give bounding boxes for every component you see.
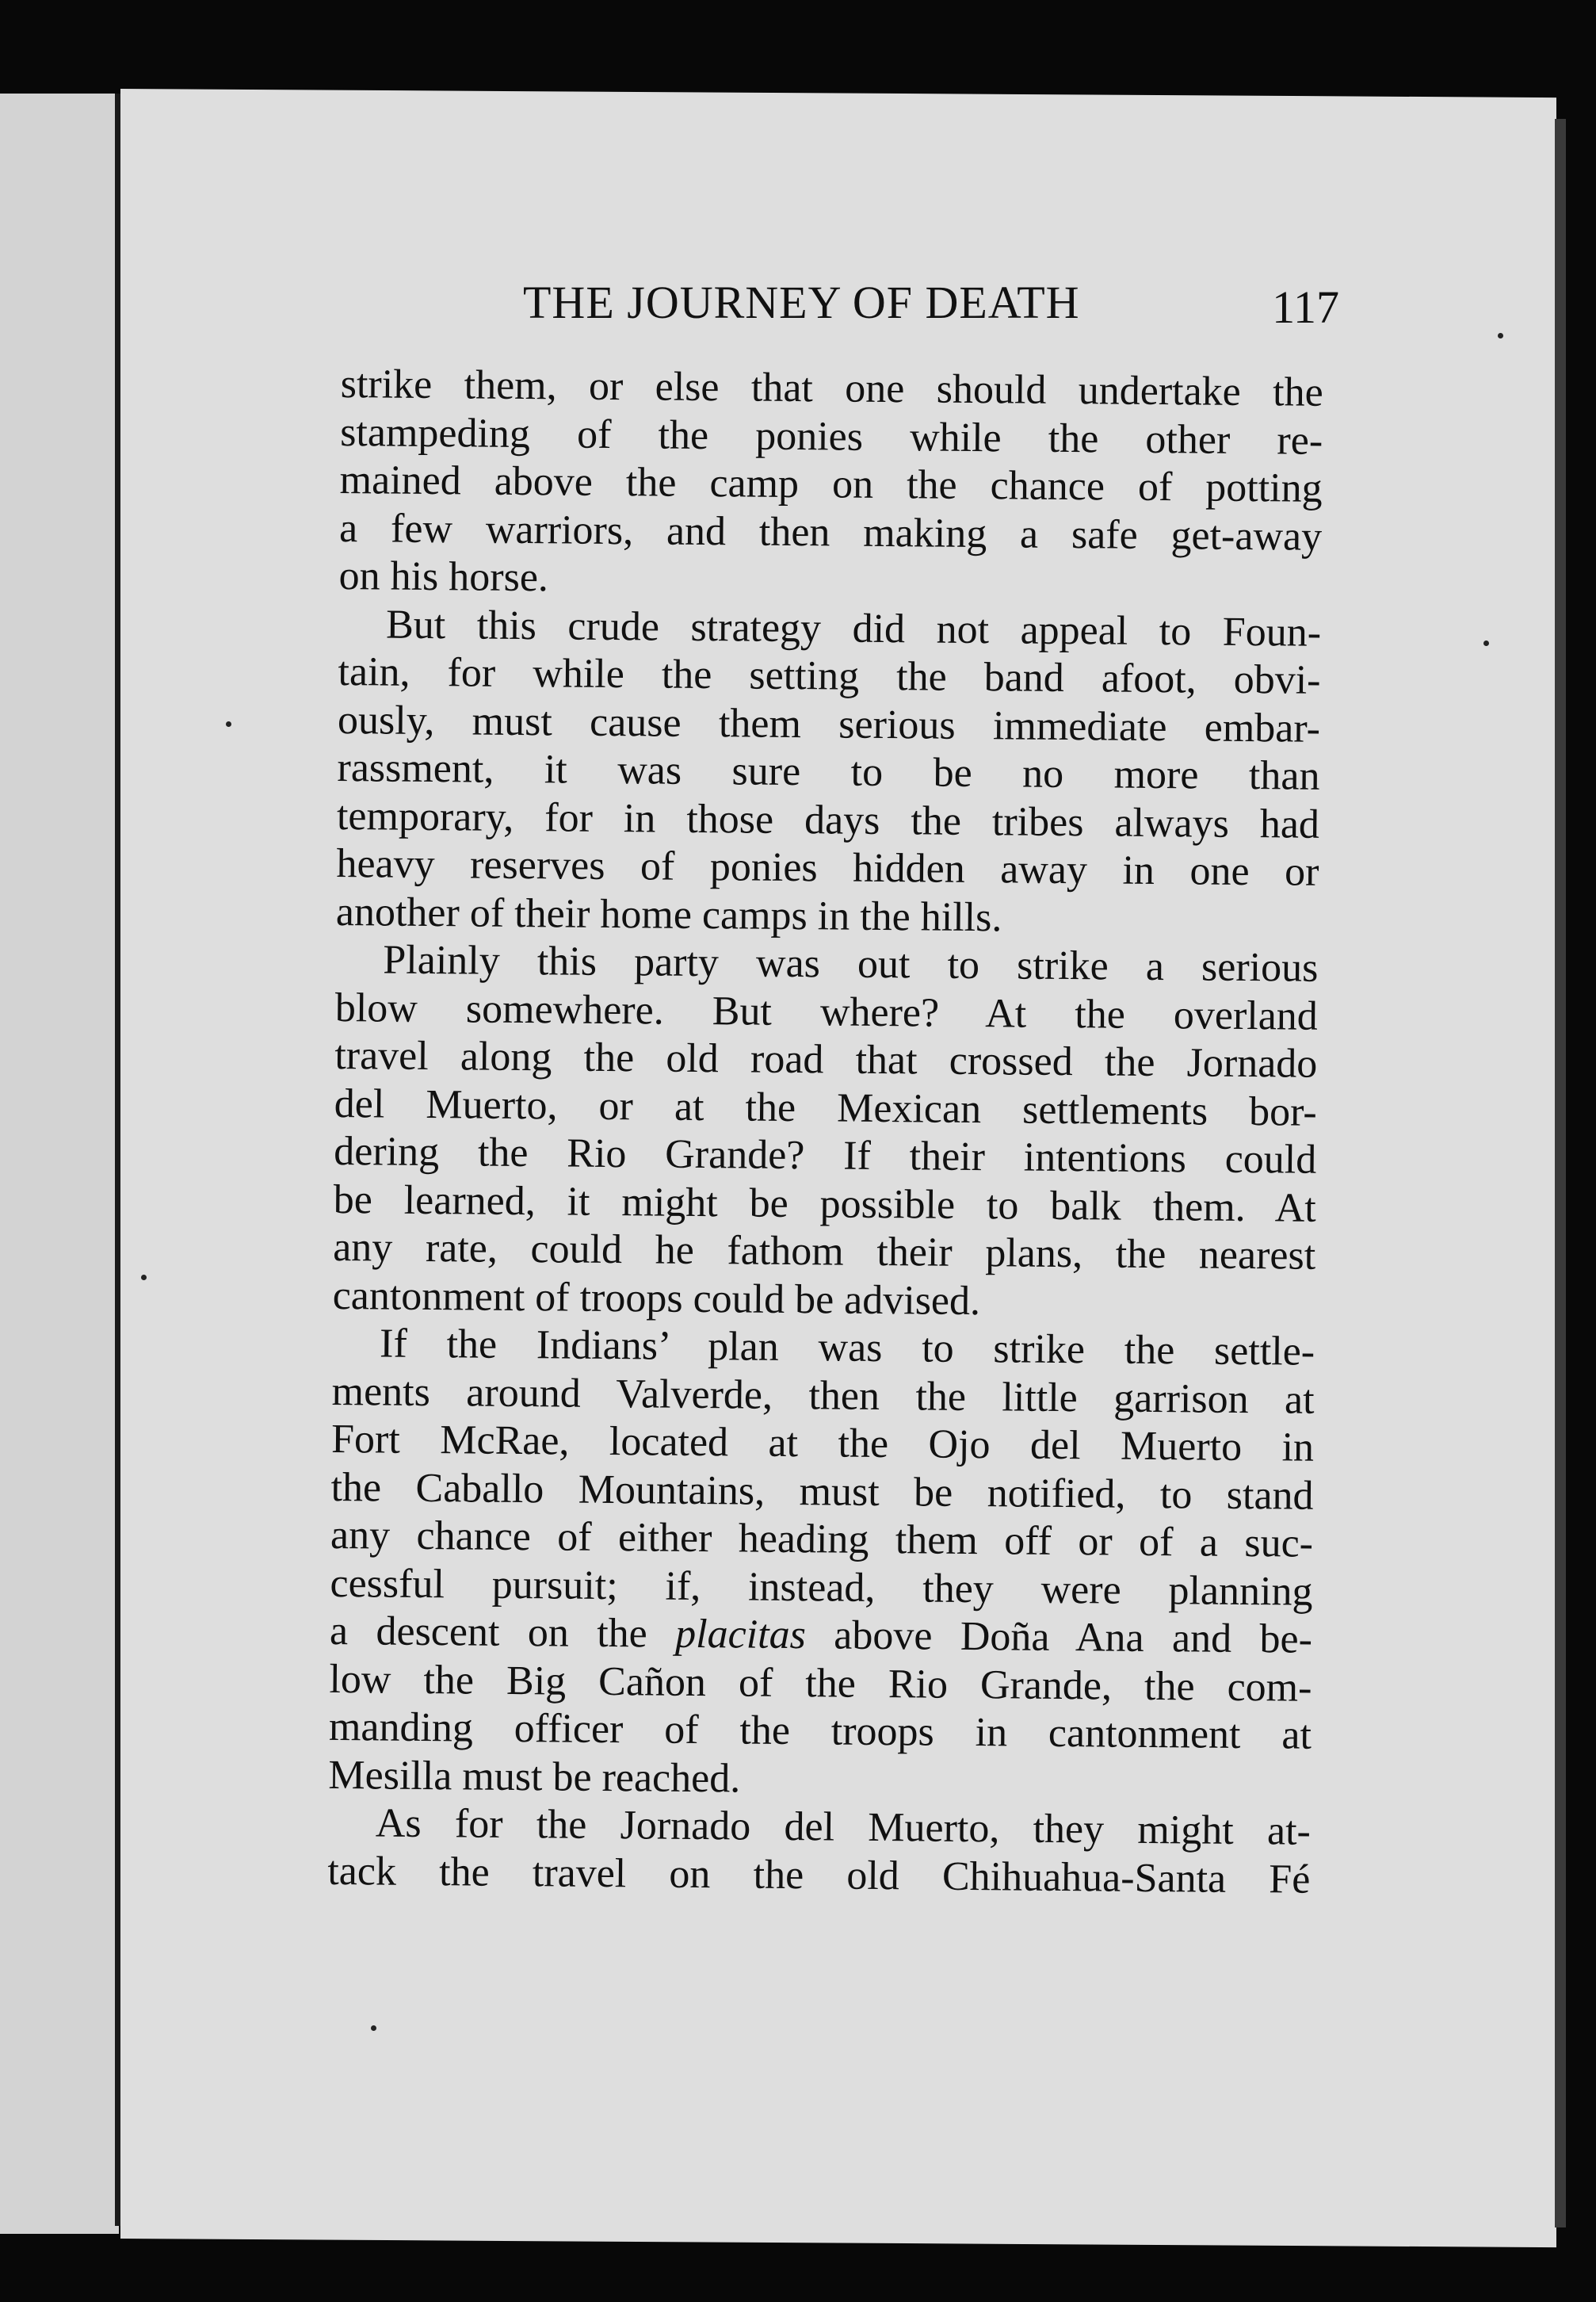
text-line: ments around Valverde, then the little garrison at xyxy=(331,1368,1315,1423)
scan-speck xyxy=(371,2025,376,2031)
text-line: travel along the old road that crossed the Jornado xyxy=(334,1032,1318,1087)
text-line: any chance of either heading them off or of a suc- xyxy=(330,1512,1314,1566)
text-line: dering the Rio Grande? If their intentions could xyxy=(334,1128,1317,1183)
text-line: But this crude strategy did not appeal to Foun- xyxy=(385,602,1322,656)
text-line: If the Indians’ plan was to strike the settle- xyxy=(379,1321,1315,1375)
page-edge-shadow xyxy=(1555,119,1566,2227)
text-line: cantonment of troops could be advised. xyxy=(332,1272,981,1324)
scan-speck xyxy=(1498,333,1503,338)
text-line: a descent on the placitas above Doña Ana and be- xyxy=(329,1608,1313,1662)
text-line: ously, must cause them serious immediate embar- xyxy=(337,697,1321,751)
running-title: THE JOURNEY OF DEATH xyxy=(523,277,1080,328)
text-line: tain, for while the setting the band afoot, obvi- xyxy=(338,648,1321,703)
body-text xyxy=(327,361,1323,1904)
facing-page-edge xyxy=(0,94,119,2234)
text-line: Mesilla must be reached. xyxy=(328,1752,741,1801)
text-line: Fort McRae, located at the Ojo del Muerto in xyxy=(330,1416,1315,1470)
text-line: temporary, for in those days the tribes always had xyxy=(336,793,1320,847)
text-line: the Caballo Mountains, must be notified, to stand xyxy=(330,1464,1314,1519)
page-number: 117 xyxy=(1272,281,1339,333)
text-line: strike them, or else that one should undertake the xyxy=(340,361,1323,415)
scan-speck xyxy=(226,721,231,727)
text-line: blow somewhere. But where? At the overland xyxy=(334,985,1319,1039)
text-line: on his horse. xyxy=(338,553,549,601)
text-line: cessful pursuit; if, instead, they were planning xyxy=(330,1560,1313,1615)
text-line: del Muerto, or at the Mexican settlements bor- xyxy=(334,1080,1318,1135)
text-line: Plainly this party was out to strike a serious xyxy=(383,937,1319,991)
book-gutter xyxy=(115,94,120,2226)
text-line: stampeding of the ponies while the other re- xyxy=(339,409,1323,464)
text-line: be learned, it might be possible to balk them. At xyxy=(333,1176,1316,1231)
scan-speck xyxy=(141,1275,147,1280)
text-line: mained above the camp on the chance of potting xyxy=(339,457,1323,511)
text-line: another of their home camps in the hills. xyxy=(335,889,1002,940)
text-line: As for the Jornado del Muerto, they might at- xyxy=(375,1800,1312,1854)
text-line: a few warriors, and then making a safe get-away xyxy=(338,505,1323,560)
text-line: low the Big Cañon of the Rio Grande, the com- xyxy=(329,1656,1312,1711)
text-line: rassment, it was sure to be no more than xyxy=(337,744,1320,799)
text-line: any rate, could he fathom their plans, the nearest xyxy=(332,1224,1316,1279)
text-line: heavy reserves of ponies hidden away in one or xyxy=(336,840,1319,895)
text-line: manding officer of the troops in cantonment at xyxy=(328,1704,1312,1758)
running-head xyxy=(523,276,1339,339)
scan-speck xyxy=(1483,641,1489,646)
text-line: tack the travel on the old Chihuahua-Santa Fé xyxy=(327,1848,1311,1902)
